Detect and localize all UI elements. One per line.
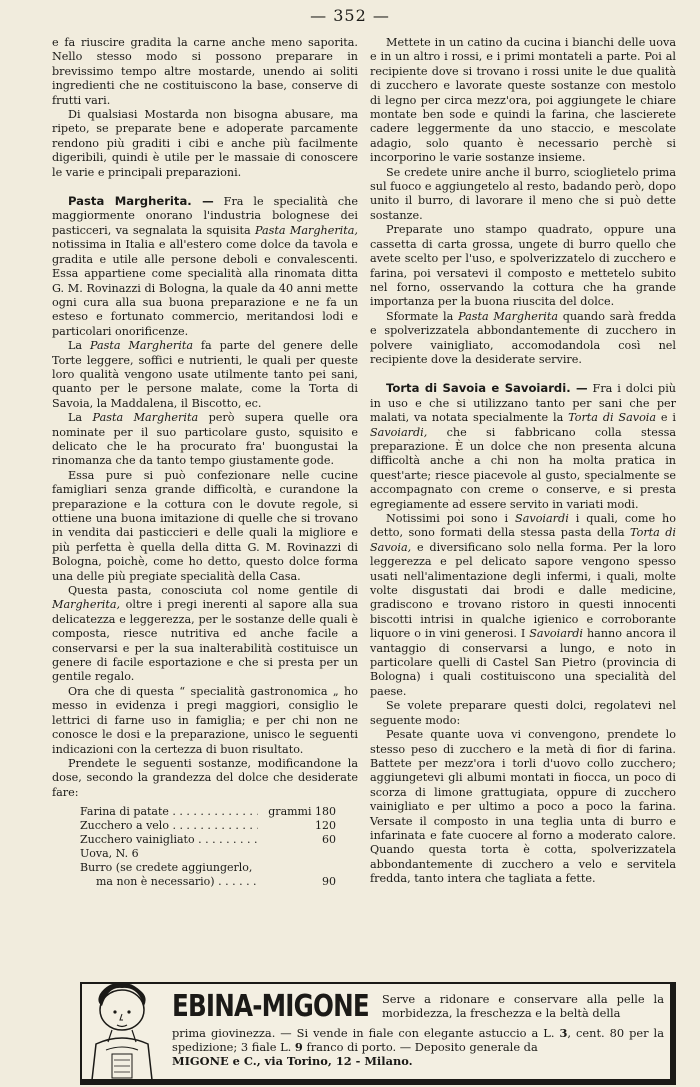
paragraph: Di qualsiasi Mostarda non bisogna abusare, ma ripeto, se preparate bene e adoperate parcamente rendono più graditi i cibi e anche più facilmente digeribili, quindi è utile per le massaie di conoscere le varie e principali preparazioni. [52,108,358,179]
ad-body: prima giovinezza. — Si vende in fiale con elegante astuccio a L. 3, cent. 80 per la spedizione; 3 fiale L. 9 franco di porto. — Deposito generale da MIGONE e C., via Torino, 12 - Milano. [172,1026,664,1068]
section-heading-pasta-margherita: Pasta Margherita. — [68,194,214,209]
paragraph: Se volete preparare questi dolci, regolatevi nel seguente modo: [370,699,676,727]
ad-tagline: Serve a ridonare e conservare alla pelle la morbidezza, la freschezza e la beltà della [382,992,664,1020]
paragraph: e fa riuscire gradita la carne anche meno saporita. Nello stesso modo si possono preparare in brevissimo tempo altre mostarde, unendo ai soliti ingredienti che ne costituiscono la base, conserve di frutti vari. [52,36,358,107]
paragraph: Ora che di questa “ specialità gastronomica „ ho messo in evidenza i pregi maggiori, consiglio le lettrici di farne uso in famiglia; e per chi non ne conosce le dosi e la preparazione, unisco le seguenti indicazioni con la certezza di buon risultato. [52,684,358,756]
paragraph: La Pasta Margherita fa parte del genere delle Torte leggere, soffici e nutrienti, le quali per queste loro qualità vengono usate utilmente tanto pei sani, quanto per le persone malate, come la Torta di Savoia, la Maddalena, il Biscotto, ec. [52,339,358,410]
paragraph: Prendete le seguenti sostanze, modificandone la dose, secondo la grandezza del dolce che desiderate fare: [52,756,358,799]
lady-illustration-icon [78,980,166,1083]
ad-company-address: MIGONE e C., via Torino, 12 - Milano. [172,1054,413,1068]
recipe-item: Farina di patate . . . grammi 180 [80,805,358,819]
page-number: — 352 — [310,6,390,25]
paragraph-pasta-margherita: Pasta Margherita. — Fra le specialità che maggiormente onorano l'industria bolognese dei pasticceri, va segnalata la squisita Pasta Margherita, notissima in Italia e all'estero come dolce da tavola e gradita e utile alle persone deboli e convalescenti. Essa appartiene come specialità alla rinomata ditta G. M. Rovinazzi di Bologna, la quale da 40 anni mette ogni cura alla sua buona preparazione e ne fa un esteso e fortunato commercio, meritandosi lodi e particolari onorificenze. [52,194,358,338]
paragraph: La Pasta Margherita però supera quelle ora nominate per il suo particolare gusto, squisito e delicato che le ha procurato fra' buongustai la rinomanza che da tanto tempo giustamente gode. [52,411,359,468]
paragraph: Essa pure si può confezionare nelle cucine famigliari senza grande difficoltà, e curandone la preparazione e la cottura con le dovute regole, si ottiene una buona imitazione di quelle che si trovano in vendita dai pasticcieri e delle quali la migliore e più perfetta è quella della ditta G. M. Rovinazzi di Bologna, poichè, come ho detto, questo dolce forma una delle più pregiate specialità della Casa. [52,468,358,583]
recipe-list [80,805,358,889]
paragraph: Mettete in un catino da cucina i bianchi delle uova e in un altro i rossi, e i primi montateli a parte. Poi al recipiente dove si trovano i rossi unite le due qualità di zucchero e lavorate queste sostanze con mestolo di legno per circa mezz'ora, poi aggiungete le chiare montate ben sode e quindi la farina, che lascierete cadere leggermente da uno staccio, e mescolate adagio, solo quanto è necessario perchè si incorporino le varie sostanze insieme. [370,36,676,165]
right-column [370,36,676,887]
paragraph: Se credete unire anche il burro, scioglietelo prima sul fuoco e aggiungetelo al resto, badando però, dopo unito il burro, di lavorare il meno che si può dette sostanze. [370,165,676,222]
recipe-item: ma non è necessario) . . . 90 [80,875,358,889]
recipe-item: Burro (se credete aggiungerlo, [80,861,253,875]
paragraph: Notissimi poi sono i Savoiardi i quali, come ho detto, sono formati della stessa pasta della Torta di Savoia, e diversificano solo nella forma. Per la loro leggerezza e pel delicato sapore vengono spesso usati nell'alimentazione degli infermi, i quali, molte volte disgustati dai brodi e dalle medicine, gradiscono e trovano ristoro in questi innocenti biscotti intrisi in qualche igienico e corroborante liquore o in vini generosi. I Savoiardi hanno ancora il vantaggio di conservarsi a lungo, e noto in particolare quelli di Castel San Pietro (provincia di Bologna) i quali costituiscono una specialità del paese. [370,512,677,698]
left-column [52,36,358,889]
paragraph: Sformate la Pasta Margherita quando sarà fredda e spolverizzatela abbondantemente di zucchero in polvere vainigliato, accomodandola così nel recipiente dove la desiderate servire. [370,309,676,366]
recipe-item: Zucchero a velo . . . 120 [80,819,358,833]
paragraph-torta-savoia: Torta di Savoia e Savoiardi. — Fra i dolci più in uso e che si utilizzano tanto per sani che per malati, va notata specialmente la Torta di Savoia e i Savoiardi, che si fabbricano colla stessa preparazione. È un dolce che non presenta alcuna difficoltà anche a chi non ha molta pratica in quest'arte; riesce piacevole al gusto, specialmente se accompagnato con creme o conserve, e si presta egregiamente ad essere servito in variati modi. [370,381,676,511]
section-heading-torta-savoia: Torta di Savoia e Savoiardi. — [386,381,588,396]
advertisement-box [80,982,676,1085]
recipe-item: Uova, N. 6 [80,847,139,861]
paragraph: Pesate quante uova vi convengono, prendete lo stesso peso di zucchero e la metà di fior di farina. Battete per mezz'ora i torli d'uovo collo zucchero; aggiungetevi gli albumi montati in fiocca, un poco di scorza di limone grattugiata, oppure di zucchero vainigliato e per ultimo a poco a poco la farina. Versate il composto in una teglia unta di burro e infarinata e fate cuocere al forno a moderato calore. Quando questa torta è cotta, spolverizzatela abbondantemente di zucchero a velo e servitela fredda, tanto intera che tagliata a fette. [370,728,676,886]
recipe-item: Zucchero vainigliato . . . 60 [80,833,358,847]
paragraph: Preparate uno stampo quadrato, oppure una cassetta di carta grossa, ungete di burro quello che avete scelto per l'uso, e spolverizzatelo di zucchero e farina, poi versatevi il composto e mettetelo subito nel forno, osservando la cottura che ha grande importanza per la buona riuscita del dolce. [370,223,676,309]
ad-brand-name: EBINA-MIGONE [172,989,369,1024]
paragraph: Questa pasta, conosciuta col nome gentile di Margherita, oltre i pregi inerenti al sapore alla sua delicatezza e leggerezza, per le sostanze delle quali è composta, riesce nutritiva ed anche facile a conservarsi e per la sua inalterabilità costituisce un genere di facile esportazione e che si presta per un gentile regalo. [52,584,358,684]
